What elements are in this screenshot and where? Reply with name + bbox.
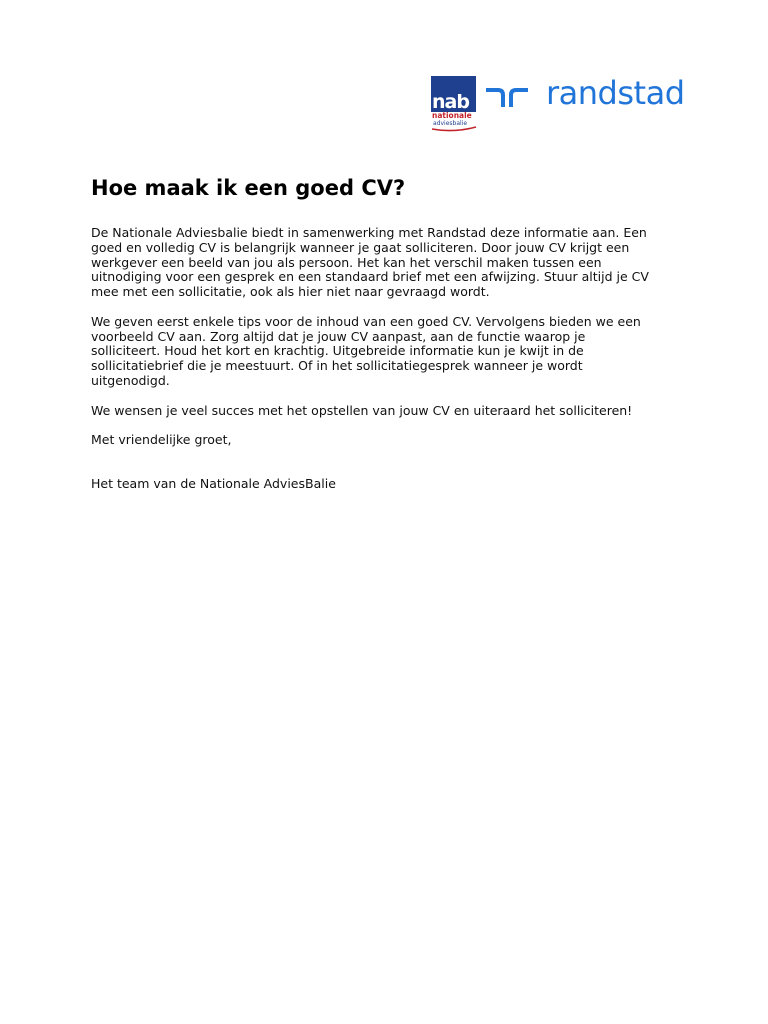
paragraph-line: goed en volledig CV is belangrijk wanneer je gaat solliciteren. Door jouw CV krijgt een bbox=[91, 239, 630, 255]
paragraph-intro bbox=[91, 226, 681, 300]
nab-swoosh-icon bbox=[431, 126, 477, 132]
paragraph-line: solliciteert. Houd het kort en krachtig. Uitgebreide informatie kun je kwijt in de bbox=[91, 343, 584, 359]
paragraph-line: werkgever een beeld van jou als persoon. Het kan het verschil maken tussen een bbox=[91, 254, 602, 270]
document-body bbox=[91, 226, 681, 492]
randstad-logo-mark-icon bbox=[484, 86, 530, 108]
paragraph-tips bbox=[91, 315, 681, 389]
nab-logo-mark-text: nab bbox=[432, 91, 469, 113]
nab-logo-block bbox=[431, 76, 476, 112]
paragraph-line: De Nationale Adviesbalie biedt in samenwerking met Randstad deze informatie aan. Een bbox=[91, 225, 647, 240]
randstad-logo bbox=[484, 76, 698, 112]
randstad-wordmark: randstad bbox=[546, 74, 685, 112]
greeting: Met vriendelijke groet, bbox=[91, 432, 232, 448]
paragraph-wishes bbox=[91, 404, 681, 419]
nab-logo-line2: adviesbalie bbox=[433, 120, 468, 127]
paragraph-line: mee met een sollicitatie, ook als hier niet naar gevraagd wordt. bbox=[91, 284, 490, 300]
paragraph-line: uitgenodigd. bbox=[91, 372, 170, 388]
nab-logo-line1: nationale bbox=[432, 111, 472, 120]
paragraph-line: We geven eerst enkele tips voor de inhoud van een goed CV. Vervolgens bieden we een bbox=[91, 313, 641, 329]
nab-logo bbox=[431, 76, 477, 132]
document-title: Hoe maak ik een goed CV? bbox=[91, 176, 406, 200]
paragraph-line: uitnodiging voor een gesprek en een standaard brief met een afwijzing. Stuur altijd je CV bbox=[91, 269, 649, 285]
paragraph-line: voorbeeld CV aan. Zorg altijd dat je jouw CV aanpast, aan de functie waarop je bbox=[91, 328, 586, 344]
paragraph-line: sollicitatiebrief die je meestuurt. Of in het sollicitatiegesprek wanneer je wordt bbox=[91, 358, 583, 374]
signature: Het team van de Nationale AdviesBalie bbox=[91, 475, 336, 491]
paragraph-line: We wensen je veel succes met het opstellen van jouw CV en uiteraard het solliciteren! bbox=[91, 402, 633, 418]
